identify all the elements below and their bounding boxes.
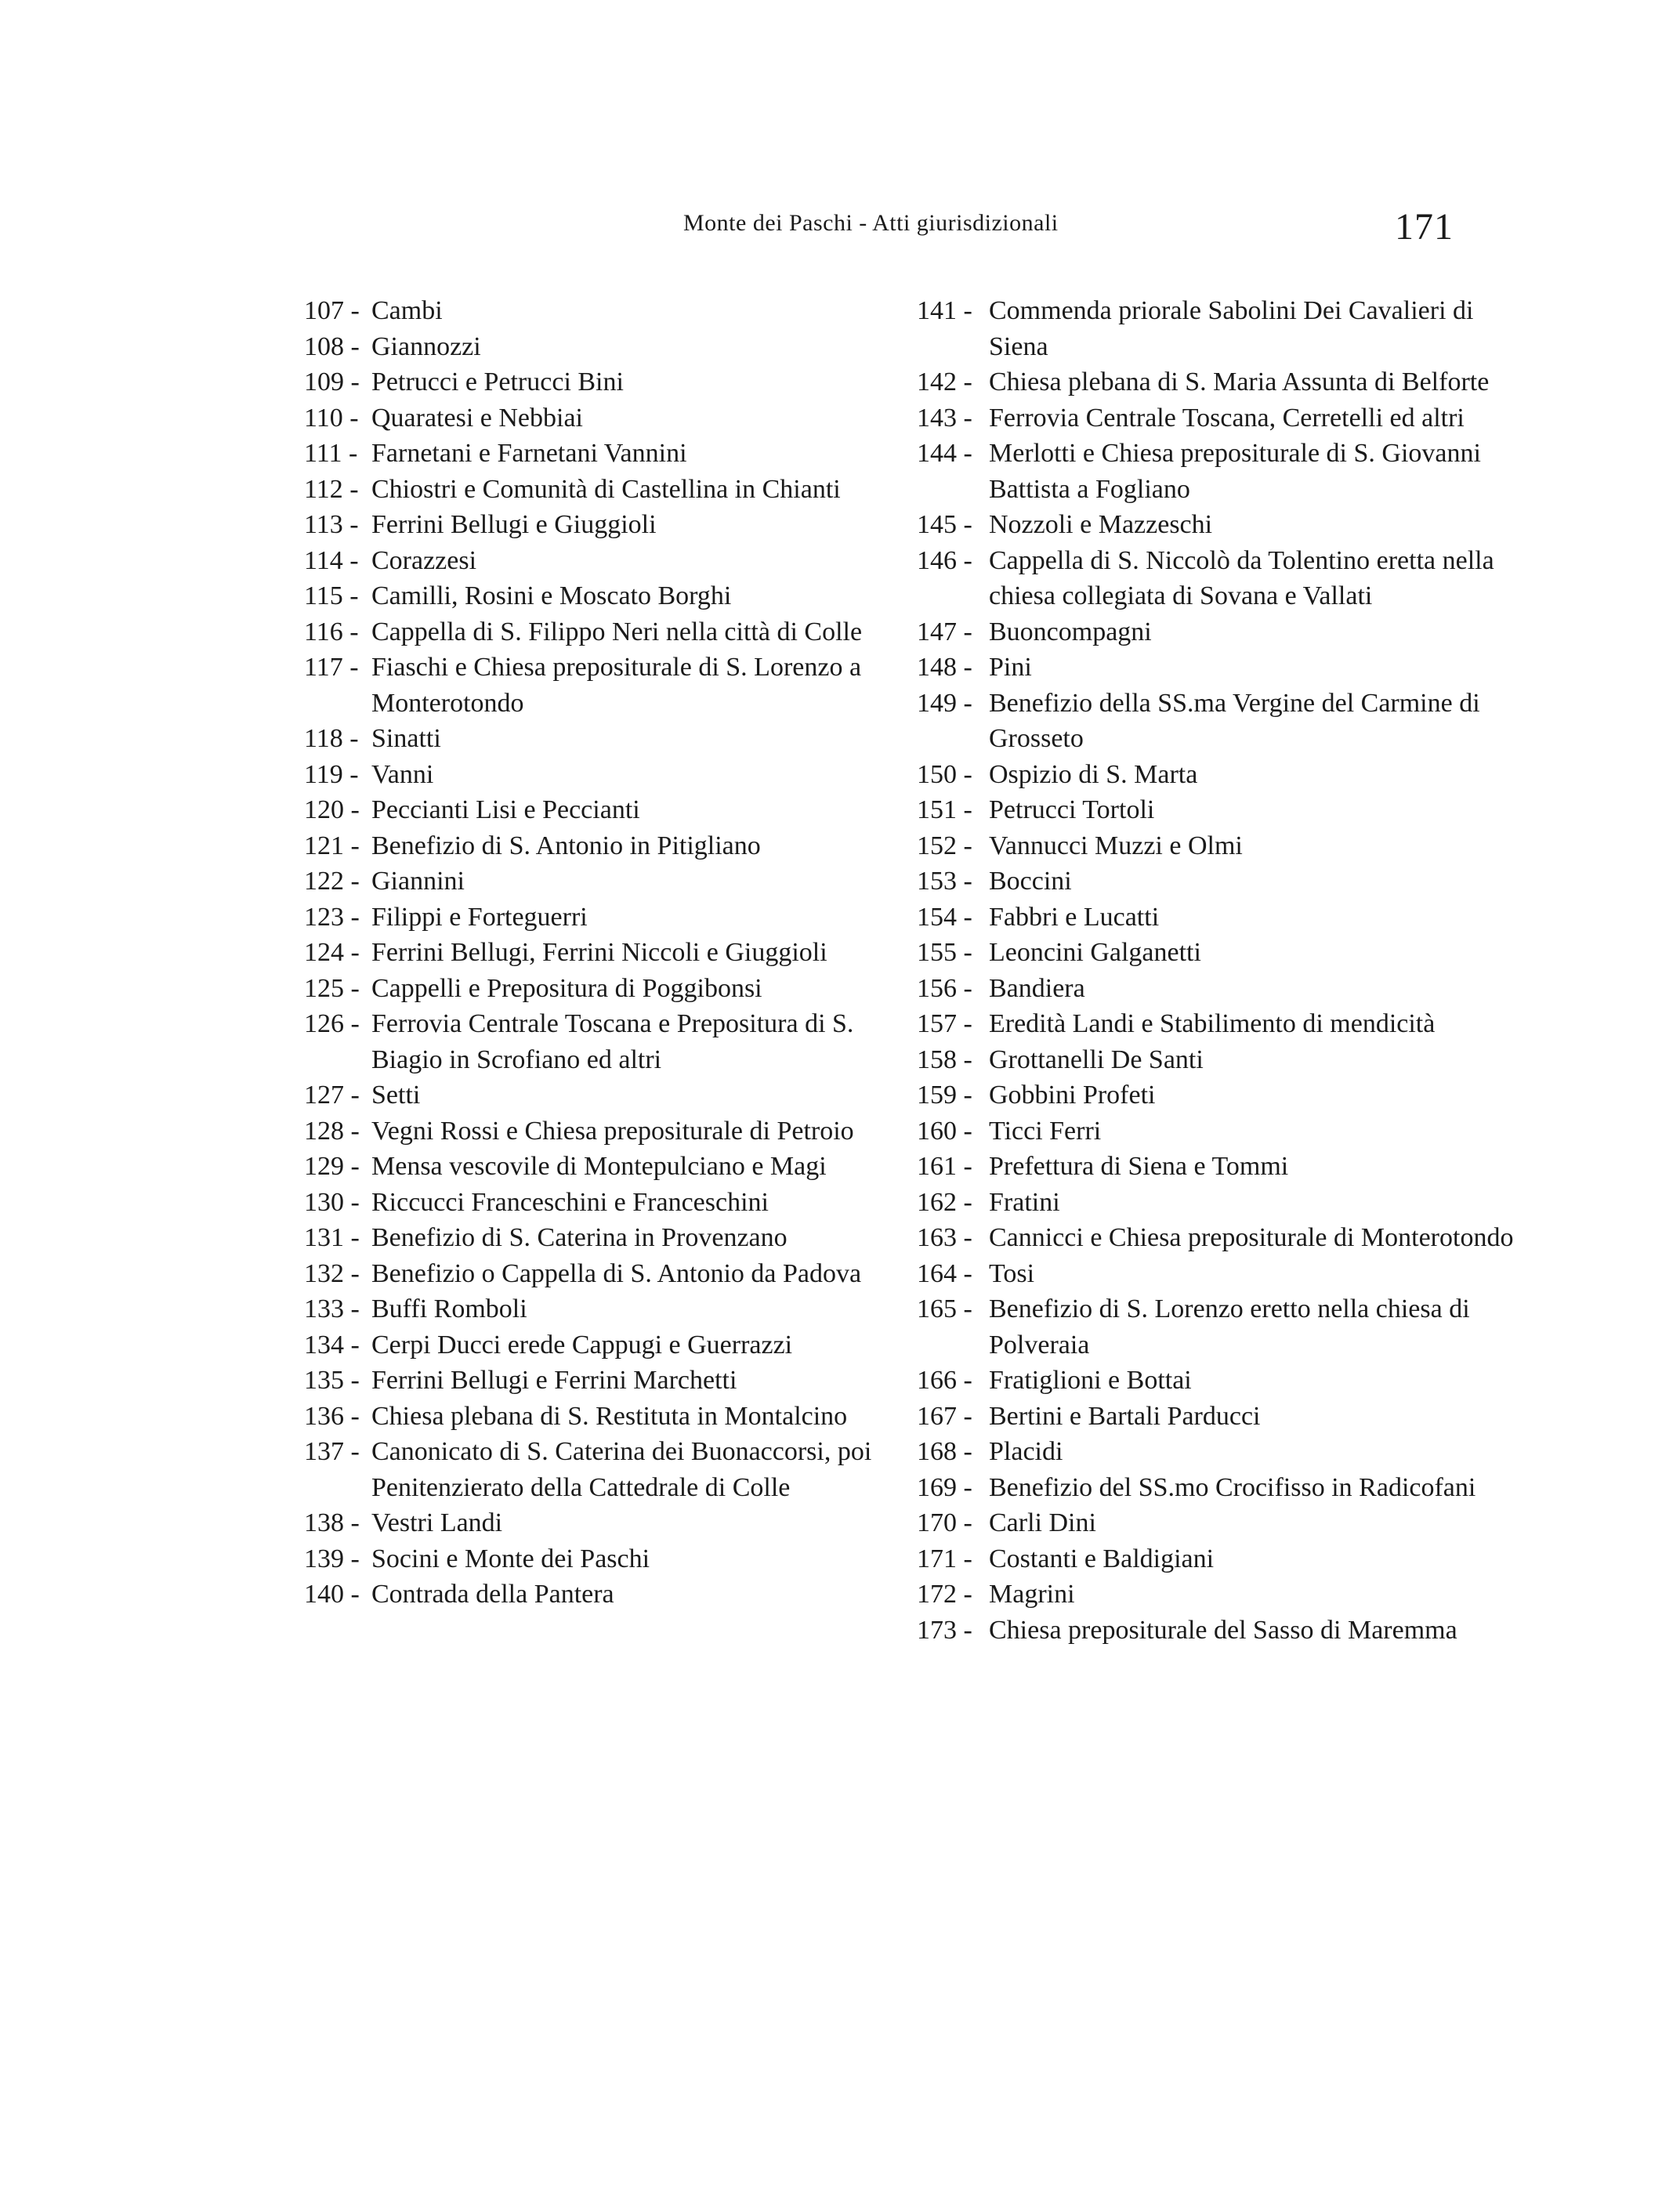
entry-number: 149 - — [917, 688, 972, 718]
entry-text: Socini e Monte dei Paschi — [371, 1544, 650, 1573]
entry-number: 126 - — [304, 1009, 360, 1038]
right-column-list — [917, 293, 1520, 1648]
entry-number: 150 - — [917, 759, 972, 789]
entry-number: 142 - — [917, 367, 972, 396]
entry-number: 164 - — [917, 1258, 972, 1288]
entry-text: Benefizio della SS.ma Vergine del Carmine di Grosseto — [989, 688, 1480, 753]
list-item — [304, 436, 900, 472]
entry-number: 124 - — [304, 938, 360, 967]
list-item — [304, 1256, 900, 1292]
entry-text: Giannozzi — [371, 331, 481, 361]
entry-text: Quaratesi e Nebbiai — [371, 403, 583, 433]
list-item — [304, 792, 900, 828]
entry-number: 144 - — [917, 439, 972, 468]
list-item — [304, 472, 900, 508]
entry-number: 163 - — [917, 1223, 972, 1252]
entry-number: 117 - — [304, 653, 359, 682]
list-item — [304, 1399, 900, 1435]
entry-text: Farnetani e Farnetani Vannini — [371, 439, 687, 468]
entry-text: Benefizio del SS.mo Crocifisso in Radicofani — [989, 1472, 1476, 1502]
entry-text: Corazzesi — [371, 545, 477, 575]
entry-number: 171 - — [917, 1544, 972, 1573]
entry-number: 146 - — [917, 545, 972, 575]
list-item — [304, 863, 900, 900]
entry-text: Fiaschi e Chiesa prepositurale di S. Lorenzo a Monterotondo — [371, 653, 862, 718]
entry-number: 114 - — [304, 545, 359, 575]
list-item — [304, 1185, 900, 1221]
list-item — [304, 1363, 900, 1399]
list-item — [304, 1541, 900, 1577]
entry-number: 160 - — [917, 1116, 972, 1146]
entry-number: 122 - — [304, 867, 360, 896]
entry-number: 170 - — [917, 1508, 972, 1537]
list-item — [304, 1577, 900, 1613]
entry-text: Nozzoli e Mazzeschi — [989, 510, 1213, 539]
entry-text: Ferrovia Centrale Toscana, Cerretelli ed altri — [989, 403, 1465, 433]
list-item — [917, 1470, 1520, 1506]
list-item — [304, 721, 900, 757]
running-head-title: Monte dei Paschi - Atti giurisdizionali — [683, 210, 1059, 236]
entry-text: Chiesa plebana di S. Maria Assunta di Belforte — [989, 367, 1490, 396]
entry-number: 118 - — [304, 724, 359, 753]
list-item — [917, 1577, 1520, 1613]
entry-text: Sinatti — [371, 724, 441, 753]
entry-text: Benefizio di S. Lorenzo eretto nella chiesa di Polveraia — [989, 1294, 1470, 1359]
entry-number: 138 - — [304, 1508, 360, 1537]
list-item — [917, 1399, 1520, 1435]
entry-number: 162 - — [917, 1187, 972, 1217]
entry-text: Tosi — [989, 1258, 1035, 1288]
entry-text: Vannucci Muzzi e Olmi — [989, 831, 1243, 860]
entry-text: Prefettura di Siena e Tommi — [989, 1152, 1289, 1181]
entry-number: 115 - — [304, 581, 359, 610]
entry-number: 129 - — [304, 1152, 360, 1181]
list-item — [917, 1185, 1520, 1221]
entry-text: Peccianti Lisi e Peccianti — [371, 795, 640, 824]
list-item — [917, 507, 1520, 543]
entry-text: Magrini — [989, 1580, 1075, 1609]
entry-text: Chiesa plebana di S. Restituta in Montalcino — [371, 1401, 848, 1431]
list-item — [304, 1149, 900, 1185]
list-item — [917, 1256, 1520, 1292]
list-item — [304, 1077, 900, 1113]
entry-text: Cannicci e Chiesa prepositurale di Monterotondo — [989, 1223, 1514, 1252]
entry-text: Chiesa prepositurale del Sasso di Maremma — [989, 1615, 1457, 1645]
list-item — [304, 935, 900, 971]
entry-text: Cappelli e Prepositura di Poggibonsi — [371, 973, 762, 1003]
list-item — [917, 1291, 1520, 1363]
list-item — [304, 578, 900, 614]
entry-text: Fratini — [989, 1187, 1060, 1217]
list-item — [917, 1006, 1520, 1042]
entry-text: Benefizio di S. Antonio in Pitigliano — [371, 831, 761, 860]
entry-number: 125 - — [304, 973, 360, 1003]
list-item — [917, 614, 1520, 650]
list-item — [304, 400, 900, 436]
list-item — [304, 1291, 900, 1327]
entry-text: Ospizio di S. Marta — [989, 759, 1198, 789]
entry-number: 165 - — [917, 1294, 972, 1323]
list-item — [917, 1434, 1520, 1470]
entry-number: 145 - — [917, 510, 972, 539]
list-item — [917, 400, 1520, 436]
entry-number: 119 - — [304, 759, 359, 789]
list-item — [917, 757, 1520, 793]
entry-text: Ferrini Bellugi e Ferrini Marchetti — [371, 1366, 737, 1395]
list-item — [917, 1113, 1520, 1149]
entry-text: Eredità Landi e Stabilimento di mendicità — [989, 1009, 1436, 1038]
list-item — [304, 507, 900, 543]
entry-text: Gobbini Profeti — [989, 1081, 1156, 1110]
list-item — [917, 543, 1520, 614]
entry-number: 168 - — [917, 1437, 972, 1466]
entry-text: Fabbri e Lucatti — [989, 902, 1160, 932]
entry-number: 137 - — [304, 1437, 360, 1466]
entry-number: 128 - — [304, 1116, 360, 1146]
entry-text: Ferrini Bellugi, Ferrini Niccoli e Giuggioli — [371, 938, 827, 967]
entry-number: 135 - — [304, 1366, 360, 1395]
left-column-list — [304, 293, 900, 1613]
list-item — [917, 863, 1520, 900]
list-item — [304, 364, 900, 400]
entry-number: 120 - — [304, 795, 360, 824]
list-item — [304, 971, 900, 1007]
entry-number: 110 - — [304, 403, 359, 433]
entry-text: Contrada della Pantera — [371, 1580, 614, 1609]
list-item — [917, 1505, 1520, 1541]
entry-number: 157 - — [917, 1009, 972, 1038]
entry-number: 121 - — [304, 831, 360, 860]
list-item — [917, 1613, 1520, 1649]
entry-number: 155 - — [917, 938, 972, 967]
entry-number: 111 - — [304, 439, 358, 468]
list-item — [917, 1077, 1520, 1113]
entry-number: 133 - — [304, 1294, 360, 1323]
entry-text: Setti — [371, 1081, 421, 1110]
entry-number: 139 - — [304, 1544, 360, 1573]
list-item — [917, 828, 1520, 864]
entry-text: Buffi Romboli — [371, 1294, 527, 1323]
list-item — [304, 543, 900, 579]
entry-number: 108 - — [304, 331, 360, 361]
entry-number: 154 - — [917, 902, 972, 932]
list-item — [917, 650, 1520, 686]
entry-text: Cambi — [371, 296, 443, 325]
entry-text: Giannini — [371, 867, 465, 896]
entry-number: 113 - — [304, 510, 359, 539]
entry-text: Pini — [989, 653, 1032, 682]
entry-text: Petrucci e Petrucci Bini — [371, 367, 624, 396]
list-item — [917, 686, 1520, 757]
list-item — [917, 792, 1520, 828]
list-item — [304, 828, 900, 864]
entry-number: 140 - — [304, 1580, 360, 1609]
entry-text: Leoncini Galganetti — [989, 938, 1201, 967]
list-item — [917, 436, 1520, 507]
entry-text: Filippi e Forteguerri — [371, 902, 588, 932]
entry-number: 173 - — [917, 1615, 972, 1645]
entry-text: Ticci Ferri — [989, 1116, 1102, 1146]
entry-number: 131 - — [304, 1223, 360, 1252]
entry-text: Vegni Rossi e Chiesa prepositurale di Petroio — [371, 1116, 854, 1146]
entry-text: Camilli, Rosini e Moscato Borghi — [371, 581, 732, 610]
entry-number: 158 - — [917, 1045, 972, 1074]
list-item — [917, 293, 1520, 364]
entry-text: Boccini — [989, 867, 1072, 896]
entry-text: Fratiglioni e Bottai — [989, 1366, 1192, 1395]
entry-text: Mensa vescovile di Montepulciano e Magi — [371, 1152, 827, 1181]
list-item — [917, 364, 1520, 400]
entry-number: 116 - — [304, 617, 359, 646]
entry-text: Benefizio di S. Caterina in Provenzano — [371, 1223, 788, 1252]
entry-number: 167 - — [917, 1401, 972, 1431]
entry-text: Cappella di S. Niccolò da Tolentino eretta nella chiesa collegiata di Sovana e Vallati — [989, 545, 1494, 610]
list-item — [304, 757, 900, 793]
entry-number: 107 - — [304, 296, 360, 325]
entry-number: 156 - — [917, 973, 972, 1003]
page-number: 171 — [1395, 206, 1454, 248]
list-item — [304, 1113, 900, 1149]
list-item — [917, 935, 1520, 971]
entry-number: 148 - — [917, 653, 972, 682]
list-item — [917, 1363, 1520, 1399]
entry-text: Costanti e Baldigiani — [989, 1544, 1215, 1573]
entry-text: Canonicato di S. Caterina dei Buonaccorsi, poi Penitenzierato della Cattedrale di Colle — [371, 1437, 872, 1502]
entry-text: Chiostri e Comunità di Castellina in Chianti — [371, 474, 841, 504]
entry-number: 152 - — [917, 831, 972, 860]
entry-text: Placidi — [989, 1437, 1063, 1466]
entry-text: Grottanelli De Santi — [989, 1045, 1204, 1074]
entry-number: 109 - — [304, 367, 360, 396]
list-item — [304, 614, 900, 650]
entry-text: Cerpi Ducci erede Cappugi e Guerrazzi — [371, 1330, 793, 1359]
entry-text: Petrucci Tortoli — [989, 795, 1155, 824]
list-item — [304, 1006, 900, 1077]
entry-number: 143 - — [917, 403, 972, 433]
entry-text: Buoncompagni — [989, 617, 1152, 646]
list-item — [917, 1220, 1520, 1256]
entry-text: Commenda priorale Sabolini Dei Cavalieri di Siena — [989, 296, 1474, 361]
entry-number: 127 - — [304, 1081, 360, 1110]
entry-text: Bertini e Bartali Parducci — [989, 1401, 1261, 1431]
list-item — [304, 1327, 900, 1363]
list-item — [304, 1220, 900, 1256]
entry-number: 112 - — [304, 474, 359, 504]
list-item — [304, 650, 900, 721]
list-item — [917, 1042, 1520, 1078]
entry-number: 161 - — [917, 1152, 972, 1181]
entry-number: 169 - — [917, 1472, 972, 1502]
list-item — [917, 900, 1520, 936]
entry-number: 134 - — [304, 1330, 360, 1359]
entry-text: Carli Dini — [989, 1508, 1096, 1537]
list-item — [304, 329, 900, 365]
entry-text: Bandiera — [989, 973, 1085, 1003]
entry-text: Cappella di S. Filippo Neri nella città di Colle — [371, 617, 863, 646]
entry-number: 166 - — [917, 1366, 972, 1395]
entry-text: Vestri Landi — [371, 1508, 503, 1537]
entry-number: 147 - — [917, 617, 972, 646]
entry-text: Riccucci Franceschini e Franceschini — [371, 1187, 769, 1217]
entry-text: Benefizio o Cappella di S. Antonio da Padova — [371, 1258, 862, 1288]
list-item — [304, 1434, 900, 1505]
list-item — [304, 293, 900, 329]
list-item — [917, 971, 1520, 1007]
entry-number: 159 - — [917, 1081, 972, 1110]
entry-number: 123 - — [304, 902, 360, 932]
entry-text: Vanni — [371, 759, 434, 789]
entry-number: 130 - — [304, 1187, 360, 1217]
list-item — [917, 1541, 1520, 1577]
entry-number: 153 - — [917, 867, 972, 896]
list-item — [304, 900, 900, 936]
entry-number: 141 - — [917, 296, 972, 325]
list-item — [917, 1149, 1520, 1185]
entry-number: 151 - — [917, 795, 972, 824]
entry-text: Merlotti e Chiesa prepositurale di S. Giovanni Battista a Fogliano — [989, 439, 1481, 504]
entry-number: 172 - — [917, 1580, 972, 1609]
entry-number: 132 - — [304, 1258, 360, 1288]
entry-text: Ferrovia Centrale Toscana e Prepositura di S. Biagio in Scrofiano ed altri — [371, 1009, 854, 1074]
entry-text: Ferrini Bellugi e Giuggioli — [371, 510, 657, 539]
list-item — [304, 1505, 900, 1541]
entry-number: 136 - — [304, 1401, 360, 1431]
